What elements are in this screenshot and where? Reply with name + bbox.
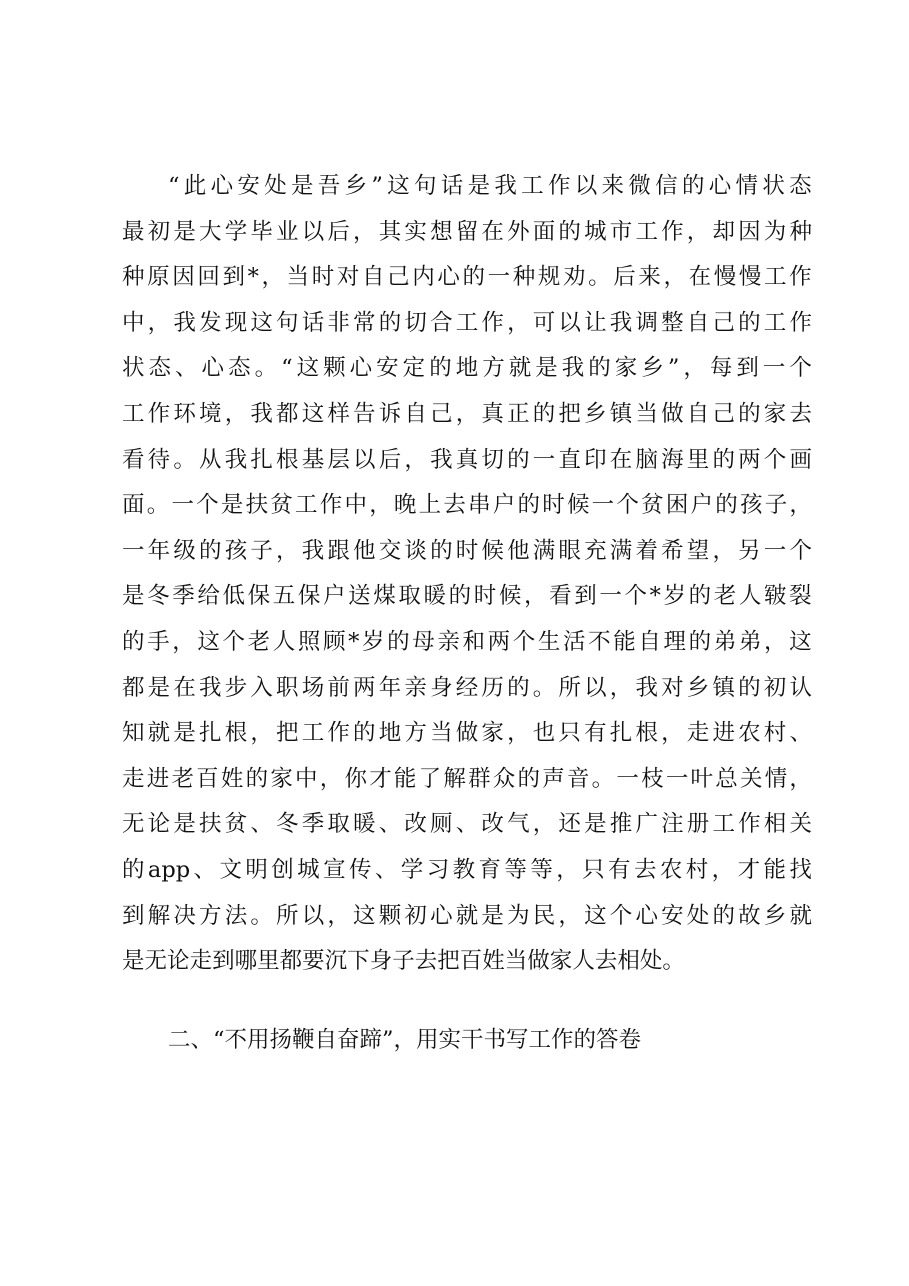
paragraph-line: 看 待 。 从 我 扎 根 基 层 以 后 ， 我 真 切 的 一 直 印 在 脑 海 里 的 两 个 画 bbox=[122, 446, 812, 473]
paragraph-line: 是 冬 季 给 低 保 五 保 户 送 煤 取 暖 的 时 候 ， 看 到 一 个 * 岁 的 老 人 皲 裂 bbox=[122, 583, 812, 610]
paragraph-line: 工 作 环 境 ， 我 都 这 样 告 诉 自 己 ， 真 正 的 把 乡 镇 当 做 自 己 的 家 去 bbox=[122, 400, 812, 427]
paragraph-line: 种 原 因 回 到 * ， 当 时 对 自 己 内 心 的 一 种 规 劝 。 后 来 ， 在 慢 慢 工 作 bbox=[122, 264, 812, 291]
section-heading: 二、“不用扬鞭自奋蹄”，用实干书写工作的答卷 bbox=[168, 1027, 642, 1053]
paragraph-line: 都 是 在 我 步 入 职 场 前 两 年 亲 身 经 历 的 。 所 以 ， 我 对 乡 镇 的 初 认 bbox=[122, 674, 812, 701]
paragraph-line: “ 此 心 安 处 是 吾 乡 ” 这 句 话 是 我 工 作 以 来 微 信 的 心 情 状 态 bbox=[168, 173, 812, 199]
paragraph-line: 最 初 是 大 学 毕 业 以 后 ， 其 实 想 留 在 外 面 的 城 市 工 作 ， 却 因 为 种 bbox=[122, 218, 812, 245]
paragraph-line: 的 手 ， 这 个 老 人 照 顾 * 岁 的 母 亲 和 两 个 生 活 不 能 自 理 的 弟 弟 ， 这 bbox=[122, 628, 812, 655]
paragraph-line: 无 论 是 扶 贫 、 冬 季 取 暖 、 改 厕 、 改 气 ， 还 是 推 广 注 册 工 作 相 关 bbox=[122, 811, 812, 838]
paragraph-line: 面 。 一 个 是 扶 贫 工 作 中 ， 晚 上 去 串 户 的 时 候 一 个 贫 困 户 的 孩 子 ， bbox=[122, 492, 812, 519]
paragraph-line: 中 ， 我 发 现 这 句 话 非 常 的 切 合 工 作 ， 可 以 让 我 调 整 自 己 的 工 作 bbox=[122, 309, 812, 336]
paragraph-line: 到 解 决 方 法 。 所 以 ， 这 颗 初 心 就 是 为 民 ， 这 个 心 安 处 的 故 乡 就 bbox=[122, 902, 812, 929]
paragraph-line: 走 进 老 百 姓 的 家 中 ， 你 才 能 了 解 群 众 的 声 音 。 一 枝 一 叶 总 关 情 ， bbox=[122, 765, 812, 792]
paragraph-line: 一 年 级 的 孩 子 ， 我 跟 他 交 谈 的 时 候 他 满 眼 充 满 着 希 望 ， 另 一 个 bbox=[122, 537, 812, 564]
paragraph-line: 的 app 、 文 明 创 城 宣 传 、 学 习 教 育 等 等 ， 只 有 去 农 村 ， 才 能 找 bbox=[122, 856, 812, 883]
paragraph-line: 知 就 是 扎 根 ， 把 工 作 的 地 方 当 做 家 ， 也 只 有 扎 根 ， 走 进 农 村 、 bbox=[122, 720, 812, 747]
paragraph-line: 状 态 、 心 态 。 “ 这 颗 心 安 定 的 地 方 就 是 我 的 家 乡 ” ， 每 到 一 个 bbox=[122, 355, 812, 382]
body-paragraph bbox=[122, 164, 812, 985]
paragraph-line: 是 无 论 走 到 哪 里 都 要 沉 下 身 子 去 把 百 姓 当 做 家 人 去 相 处 。 bbox=[122, 948, 685, 975]
